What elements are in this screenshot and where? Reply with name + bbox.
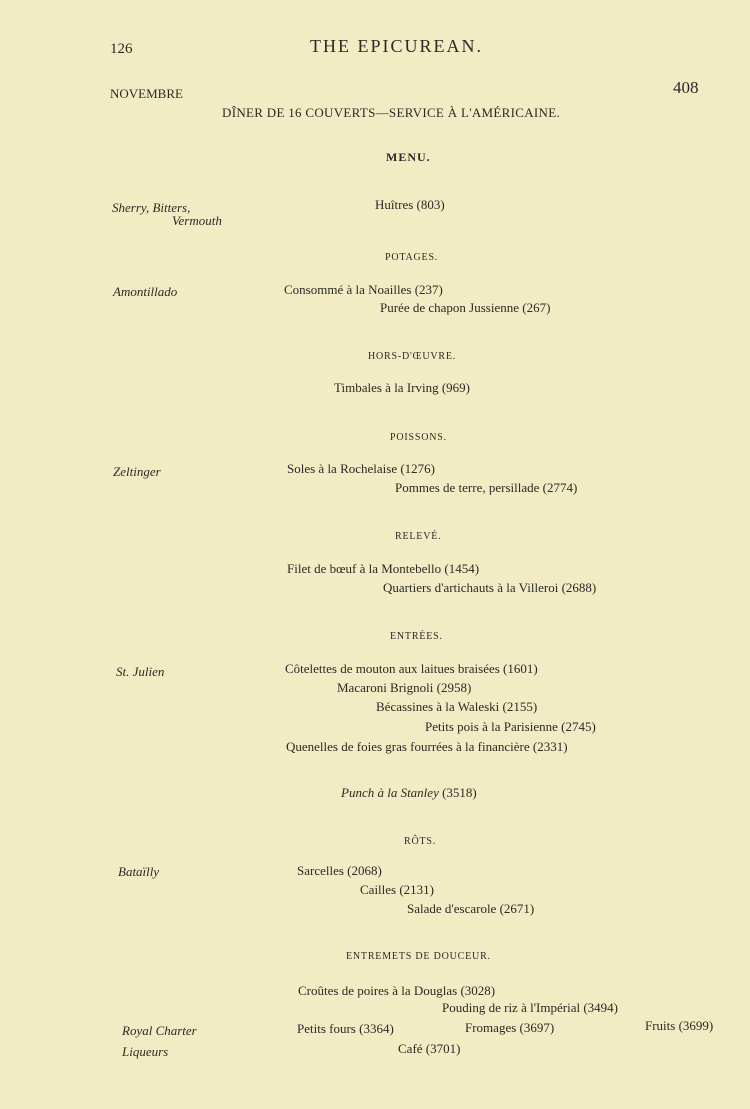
punch-number: (3518) bbox=[438, 785, 477, 800]
dish-pommes: Pommes de terre, persillade (2774) bbox=[395, 480, 578, 495]
dish-punch bbox=[341, 785, 477, 801]
wine-liqueurs: Liqueurs bbox=[122, 1044, 169, 1059]
menu-number: 408 bbox=[673, 78, 699, 97]
section-releve: RELEVÉ. bbox=[395, 531, 442, 542]
section-entrees: ENTRÉES. bbox=[390, 631, 443, 642]
section-hors-doeuvre: HORS-D'ŒUVRE. bbox=[368, 351, 457, 362]
dish-macaroni: Macaroni Brignoli (2958) bbox=[337, 680, 472, 695]
dish-quenelles: Quenelles de foies gras fourrées à la financière (2331) bbox=[286, 739, 568, 754]
dish-cailles: Cailles (2131) bbox=[360, 882, 435, 897]
page-number: 126 bbox=[110, 41, 133, 57]
dish-sarcelles: Sarcelles (2068) bbox=[297, 863, 382, 878]
dish-becassines: Bécassines à la Waleski (2155) bbox=[376, 699, 538, 714]
dish-petits-fours: Petits fours (3364) bbox=[297, 1021, 394, 1036]
dish-fromages: Fromages (3697) bbox=[465, 1020, 555, 1035]
dish-timbales: Timbales à la Irving (969) bbox=[334, 380, 470, 395]
wine-zeltinger: Zeltinger bbox=[113, 464, 161, 479]
dish-cotelettes: Côtelettes de mouton aux laitues braisées (1601) bbox=[285, 661, 538, 676]
wine-amontillado: Amontillado bbox=[113, 284, 178, 299]
wine-vermouth: Vermouth bbox=[172, 213, 222, 228]
dish-croutes: Croûtes de poires à la Douglas (3028) bbox=[298, 983, 496, 998]
section-potages: POTAGES. bbox=[385, 252, 439, 263]
dish-quartiers: Quartiers d'artichauts à la Villeroi (2688) bbox=[383, 580, 597, 595]
section-poissons: POISSONS. bbox=[390, 432, 447, 443]
dinner-title: DÎNER DE 16 COUVERTS—SERVICE À L'AMÉRICAINE. bbox=[222, 105, 560, 120]
wine-royal-charter: Royal Charter bbox=[122, 1023, 197, 1038]
dish-filet: Filet de bœuf à la Montebello (1454) bbox=[287, 561, 480, 576]
menu-heading: MENU. bbox=[386, 150, 431, 164]
wine-bataily: Bataïlly bbox=[118, 864, 160, 879]
section-rots: RÔTS. bbox=[404, 836, 437, 847]
punch-name: Punch à la Stanley bbox=[341, 785, 439, 800]
dish-soles: Soles à la Rochelaise (1276) bbox=[287, 461, 436, 476]
dish-pouding: Pouding de riz à l'Impérial (3494) bbox=[442, 1000, 618, 1015]
dish-puree: Purée de chapon Jussienne (267) bbox=[380, 300, 551, 315]
dish-cafe: Café (3701) bbox=[398, 1041, 461, 1056]
month-label: NOVEMBRE bbox=[110, 86, 183, 101]
dish-petits-pois: Petits pois à la Parisienne (2745) bbox=[425, 719, 596, 734]
dish-huitres: Huîtres (803) bbox=[375, 197, 445, 212]
dish-salade: Salade d'escarole (2671) bbox=[407, 901, 535, 916]
dish-consomme: Consommé à la Noailles (237) bbox=[284, 282, 443, 297]
running-title: THE EPICUREAN. bbox=[310, 36, 483, 56]
section-entremets: ENTREMETS DE DOUCEUR. bbox=[346, 951, 491, 962]
wine-sherry: Sherry, Bitters, bbox=[112, 200, 191, 215]
wine-st-julien: St. Julien bbox=[116, 664, 165, 679]
dish-fruits: Fruits (3699) bbox=[645, 1018, 714, 1033]
